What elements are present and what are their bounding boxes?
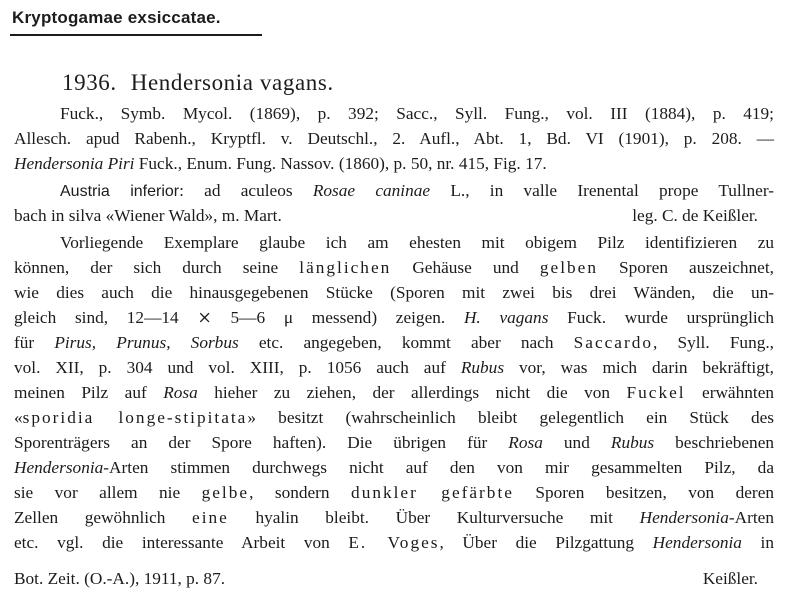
body-text: «	[14, 408, 23, 427]
citation-line-3	[14, 151, 774, 176]
emphasis-text: dunkler gefärbte	[351, 483, 514, 502]
locality-text: L., in valle Irenental prope Tullner-	[430, 181, 774, 200]
genus-names: Pirus, Prunus, Sorbus	[54, 333, 239, 352]
body-text: Gehäuse und	[391, 258, 540, 277]
body-line-9	[14, 430, 774, 455]
citation-line-2	[14, 126, 774, 151]
body-text: etc. vgl. die interessante Arbeit von	[14, 533, 349, 552]
body-line-5	[14, 330, 774, 355]
series-header-text: Kryptogamae exsiccatae.	[12, 8, 221, 27]
body-text: wie dies auch die hinausgegebenen Stücke (Sporen mit zwei bis drei Wänden, die un-	[14, 283, 774, 302]
body-text: Sporen auszeichnet,	[597, 258, 774, 277]
entry-number: 1936.	[62, 70, 117, 95]
body-line-12	[14, 505, 774, 530]
locality-line-2	[14, 203, 774, 228]
citation-text: Allesch. apud Rabenh., Kryptfl. v. Deutschl., 2. Aufl., Abt. 1, Bd. VI (1901), p. 208. —	[14, 129, 774, 148]
genus-name: Rosa	[163, 383, 198, 402]
locality-region: Austria inferior	[60, 183, 180, 200]
body-text: sie vor allem nie	[14, 483, 202, 502]
locality-text: bach in silva «Wiener Wald», m. Mart.	[14, 206, 282, 225]
body-text: , Über die Pilzgattung	[439, 533, 653, 552]
body-line-10	[14, 455, 774, 480]
body-text: Fuck. wurde ursprünglich	[548, 308, 774, 327]
locality-text: : ad aculeos	[179, 181, 313, 200]
author-name: Fuckel	[626, 383, 686, 402]
genus-name: Rosa	[508, 433, 543, 452]
citation-line-1	[60, 101, 774, 126]
genus-name: Hendersonia	[14, 458, 104, 477]
body-text: erwähnten	[685, 383, 774, 402]
body-line-14	[14, 566, 774, 591]
body-text: können, der sich durch seine	[14, 258, 300, 277]
author-name: E. Voges	[348, 533, 440, 552]
body-text: Bot. Zeit. (O.-A.), 1911, p. 87.	[14, 569, 226, 588]
body-line-3	[14, 280, 774, 305]
body-text: hieher zu ziehen, der allerdings nicht die von	[197, 383, 627, 402]
body-text: -Arten	[728, 508, 774, 527]
quoted-term: sporidia longe-stipitata	[22, 408, 248, 427]
body-text: Vorliegende Exemplare glaube ich am ehesten mit obigem Pilz identifizieren zu	[60, 233, 774, 252]
body-text: » besitzt (wahrscheinlich bleibt gelegentlich ein Stück des	[247, 408, 775, 427]
body-text: für	[14, 333, 55, 352]
author-signature: Keißler.	[702, 569, 758, 588]
body-text: gleich sind, 12—14 ⨯ 5—6 μ messend) zeigen.	[14, 308, 464, 327]
body-line-2	[14, 255, 774, 280]
body-line-4	[14, 305, 774, 330]
body-text: -Arten stimmen durchwegs nicht auf den von mir gesammelten Pilz, da	[103, 458, 774, 477]
genus-name: Hendersonia	[652, 533, 742, 552]
body-line-11	[14, 480, 774, 505]
host-name: Rosae caninae	[312, 181, 431, 200]
author-name: Saccardo	[573, 333, 653, 352]
body-text: vol. XII, p. 304 und vol. XIII, p. 1056 auch auf	[14, 358, 461, 377]
emphasis-text: gelbe	[201, 483, 250, 502]
body-text: und	[542, 433, 611, 452]
body-text: beschriebenen	[654, 433, 775, 452]
citation-text: Fuck., Symb. Mycol. (1869), p. 392; Sacc., Syll. Fung., vol. III (1884), p. 419;	[60, 104, 774, 123]
citation-text: Fuck., Enum. Fung. Nassov. (1860), p. 50, nr. 415, Fig. 17.	[134, 154, 547, 173]
genus-name: Rubus	[610, 433, 655, 452]
body-line-13	[14, 530, 774, 555]
species-name: H. vagans	[463, 308, 549, 327]
body-text: Sporen besitzen, von deren	[513, 483, 775, 502]
emphasis-text: eine	[192, 508, 229, 527]
body-text: hyalin bleibt. Über Kulturversuche mit	[228, 508, 640, 527]
entry-name: Hendersonia vagans.	[130, 70, 334, 95]
genus-name: Rubus	[460, 358, 505, 377]
body-text: , sondern	[249, 483, 352, 502]
locality-line-1	[60, 178, 774, 203]
body-text: Sporenträgers an der Spore haften). Die übrigen für	[14, 433, 509, 452]
body-line-1	[60, 230, 774, 255]
body-line-8	[14, 405, 774, 430]
emphasis-text: länglichen	[299, 258, 392, 277]
body-line-6	[14, 355, 774, 380]
genus-name: Hendersonia	[639, 508, 729, 527]
body-text: in	[741, 533, 774, 552]
body-text: Zellen gewöhnlich	[14, 508, 193, 527]
entry-title	[62, 70, 334, 96]
series-header	[10, 4, 262, 36]
body-line-7	[14, 380, 774, 405]
body-text: meinen Pilz auf	[14, 383, 164, 402]
synonym-name: Hendersonia Piri	[14, 154, 135, 173]
collector: leg. C. de Keißler.	[632, 206, 758, 225]
body-text: vor, was mich darin bekräftigt,	[504, 358, 774, 377]
body-text: , Syll. Fung.,	[653, 333, 774, 352]
body-text: etc. angegeben, kommt aber nach	[238, 333, 574, 352]
emphasis-text: gelben	[539, 258, 598, 277]
